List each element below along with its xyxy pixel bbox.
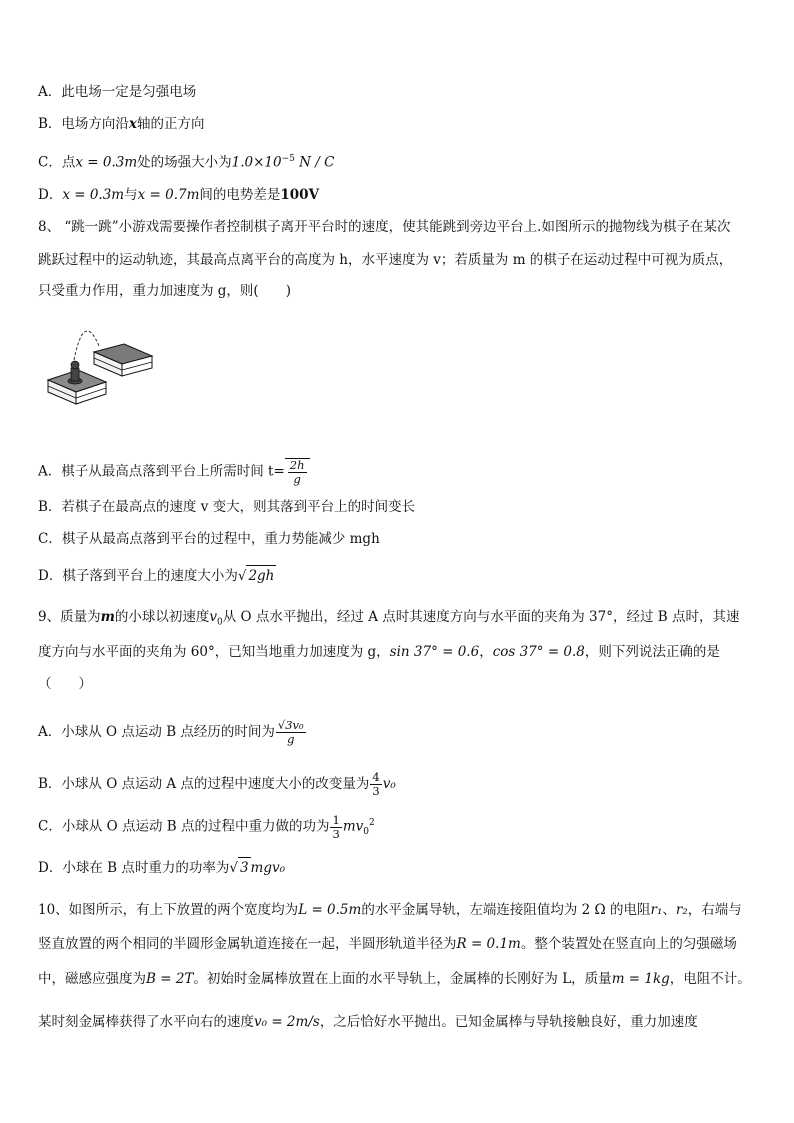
q9-stem-line-2: 度方向与水平面的夹角为 60°，已知当地重力加速度为 g，sin 37° = 0.6，cos 37° = 0.8，则下列说法正确的是 [38, 644, 720, 660]
q8-stem-line-2: 跳跃过程中的运动轨迹，其最高点离平台的高度为 h，水平速度为 v；若质量为 m 的棋子在运动过程中可视为质点， [38, 252, 733, 268]
q9-option-a: A．小球从 O 点运动 B 点经历的时间为 $\frac{\text{√3v₀}}{g}$ [38, 718, 304, 746]
q10-stem-line-2: 竖直放置的两个相同的半圆形金属轨道连接在一起，半圆形轨道半径为R = 0.1m。整个装置处在竖直向上的匀强磁场 [38, 936, 737, 952]
q7-option-a: A．此电场一定是匀强电场 [38, 84, 197, 100]
q8-option-c: C．棋子从最高点落到平台的过程中，重力势能减少 mgh [38, 531, 380, 547]
q8-stem-line-3: 只受重力作用，重力加速度为 g，则( ) [38, 283, 291, 299]
q9-stem-line-3: （ ） [38, 676, 92, 692]
q8-option-a: A．棋子从最高点落到平台上所需时间 t= $\frac{2h}{g}$ [38, 458, 310, 486]
right-platform [94, 344, 152, 376]
q9-option-b: B．小球从 O 点运动 A 点的过程中速度大小的改变量为 $\frac{4}{3}$ v₀ [38, 770, 396, 798]
q7-option-b: B．电场方向沿x轴的正方向 [38, 116, 205, 132]
q9-stem-line-1: 9、质量为m的小球以初速度$v_0$从 O 点水平抛出，经过 A 点时其速度方向与水平面的夹角为 37°，经过 B 点时，其速 [38, 609, 740, 628]
q8-jump-platform-figure [44, 318, 156, 410]
q10-stem-line-1: 10、如图所示，有上下放置的两个宽度均为L = 0.5m的水平金属导轨，左端连接阻值均为 2 Ω 的电阻r₁、r₂，右端与 [38, 902, 742, 918]
q7-option-d: D．x = 0.3m与x = 0.7m间的电势差是100V [38, 187, 320, 203]
q9-option-d: D．小球在 B 点时重力的功率为√ 3 mgv₀ [38, 857, 285, 878]
q10-stem-line-3: 中，磁感应强度为B = 2T。初始时金属棒放置在上面的水平导轨上，金属棒的长刚好为 L，质量m = 1kg，电阻不计。 [38, 971, 751, 987]
q9-option-c: C．小球从 O 点运动 B 点的过程中重力做的功为 $\frac{1}{3}$ $mv_0^2$ [38, 812, 375, 841]
q8-stem-line-1: 8、 “跳一跳”小游戏需要操作者控制棋子离开平台时的速度，使其能跳到旁边平台上.如图所示的抛物线为棋子在某次 [38, 219, 731, 235]
q7-option-c: C．点x = 0.3m处的场强大小为$1.0\times 10^{-5}$ N / C [38, 154, 335, 171]
q10-stem-line-4: 某时刻金属棒获得了水平向右的速度v₀ = 2m/s，之后恰好水平抛出。已知金属棒与导轨接触良好，重力加速度 [38, 1014, 698, 1030]
q8-option-b: B．若棋子在最高点的速度 v 变大，则其落到平台上的时间变长 [38, 499, 416, 515]
q8-option-d: D．棋子落到平台上的速度大小为√ 2gh [38, 565, 276, 586]
